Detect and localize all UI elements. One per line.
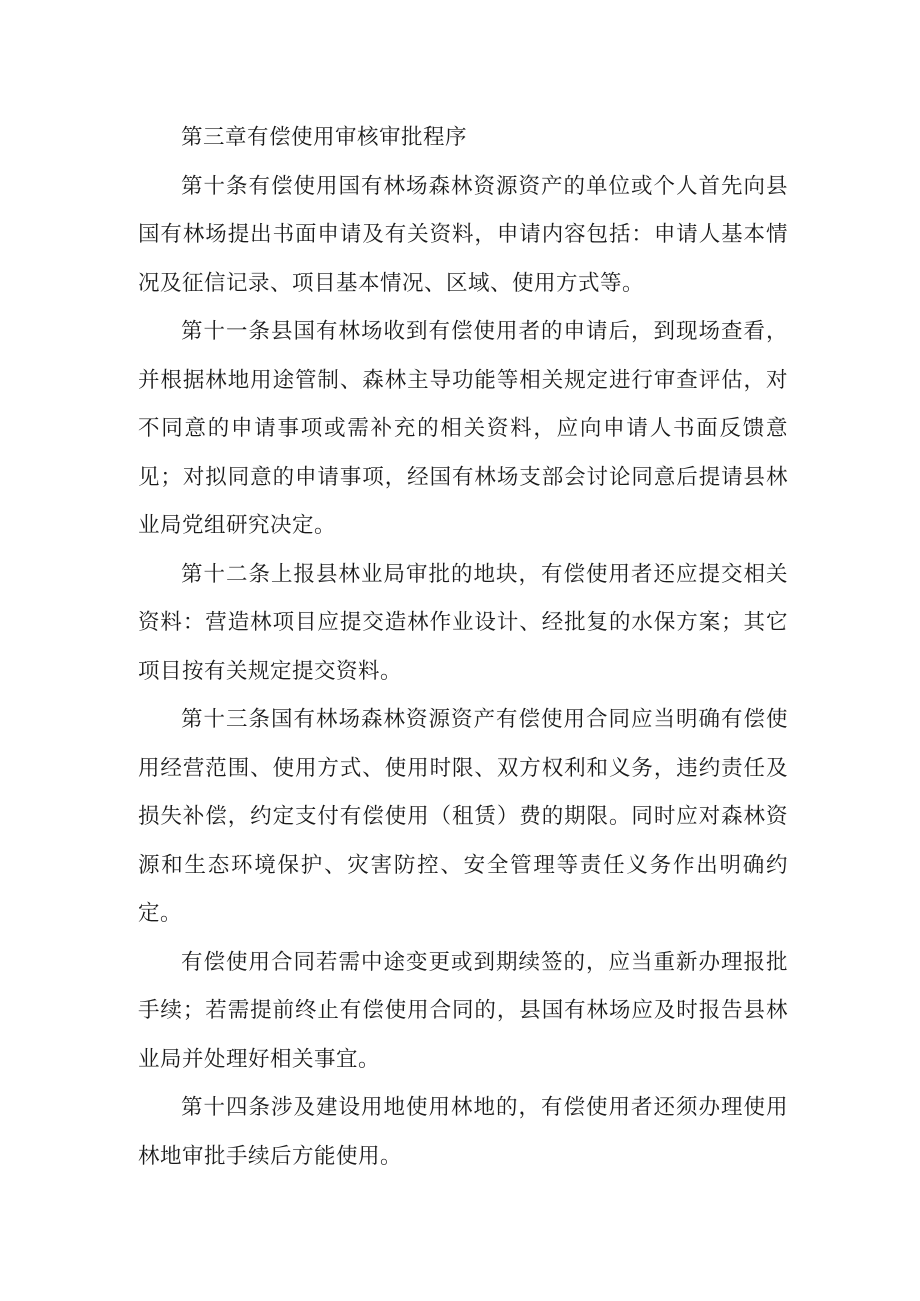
contract-change-paragraph: 有偿使用合同若需中途变更或到期续签的，应当重新办理报批手续；若需提前终止有偿使用合同的，县国有林场应及时报告县林业局并处理好相关事宜。 [138,949,788,1072]
chapter-heading: 第三章有偿使用审核审批程序 [181,125,468,150]
article-11-paragraph: 第十一条县国有林场收到有偿使用者的申请后，到现场查看，并根据林地用途管制、森林主导功能等相关规定进行审查评估，对不同意的申请事项或需补充的相关资料，应向申请人书面反馈意见；对拟同意的申请事项，经国有林场支部会讨论同意后提请县林业局党组研究决定。 [138,319,788,538]
document-body [138,114,788,1181]
article-10-paragraph: 第十条有偿使用国有林场森林资源资产的单位或个人首先向县国有林场提出书面申请及有关资料，申请内容包括：申请人基本情况及征信记录、项目基本情况、区域、使用方式等。 [138,173,788,296]
article-14-paragraph: 第十四条涉及建设用地使用林地的，有偿使用者还须办理使用林地审批手续后方能使用。 [138,1095,788,1169]
article-13-paragraph: 第十三条国有林场森林资源资产有偿使用合同应当明确有偿使用经营范围、使用方式、使用时限、双方权利和义务，违约责任及损失补偿，约定支付有偿使用（租赁）费的期限。同时应对森林资源和生态环境保护、灾害防控、安全管理等责任义务作出明确约定。 [138,707,788,926]
article-12-paragraph: 第十二条上报县林业局审批的地块，有偿使用者还应提交相关资料：营造林项目应提交造林作业设计、经批复的水保方案；其它项目按有关规定提交资料。 [138,561,788,684]
